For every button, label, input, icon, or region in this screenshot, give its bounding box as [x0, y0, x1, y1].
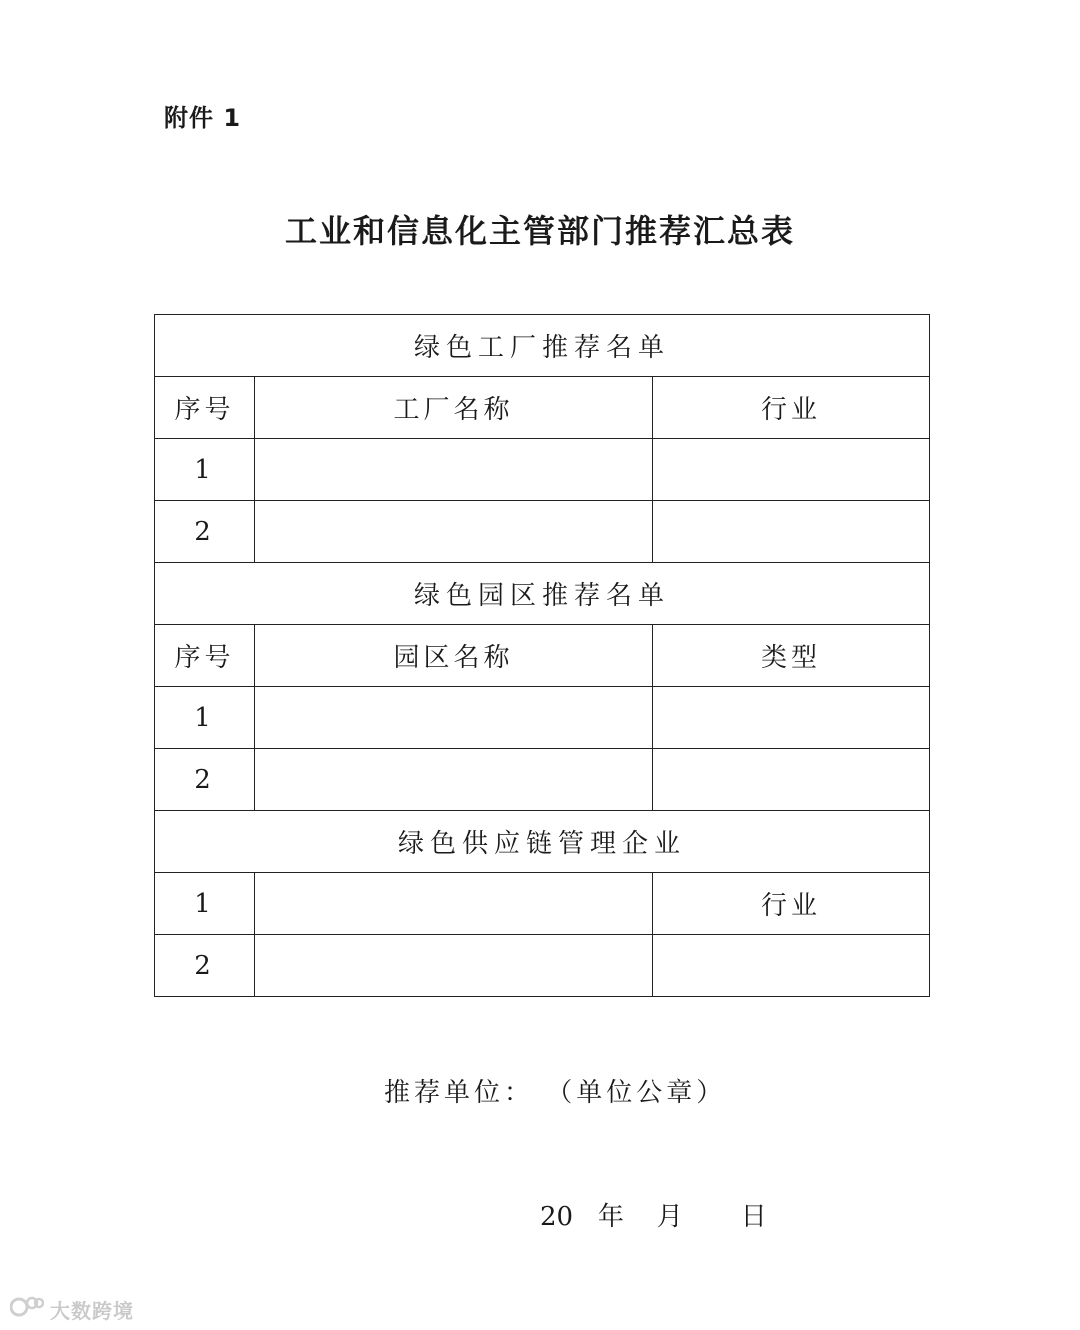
watermark — [10, 1294, 134, 1325]
park-section-heading: 绿色园区推荐名单 — [155, 563, 930, 625]
park-type-cell — [653, 687, 930, 749]
row-number: 2 — [155, 749, 255, 811]
factory-section-row — [155, 315, 930, 377]
document-title: 工业和信息化主管部门推荐汇总表 — [284, 212, 795, 250]
factory-col-no: 序号 — [155, 377, 255, 439]
row-number: 1 — [155, 439, 255, 501]
recommendation-summary-table — [154, 314, 930, 997]
table-row — [155, 749, 930, 811]
table-row — [155, 935, 930, 997]
enterprise-industry-cell: 行业 — [653, 873, 930, 935]
table-row — [155, 687, 930, 749]
row-number: 2 — [155, 501, 255, 563]
row-number: 1 — [155, 873, 255, 935]
factory-col-industry: 行业 — [653, 377, 930, 439]
park-col-type: 类型 — [653, 625, 930, 687]
row-number: 2 — [155, 935, 255, 997]
enterprise-name-cell — [255, 935, 653, 997]
park-type-cell — [653, 749, 930, 811]
table-row — [155, 873, 930, 935]
factory-section-heading: 绿色工厂推荐名单 — [155, 315, 930, 377]
supply-chain-section-row — [155, 811, 930, 873]
recommending-unit-line: 推荐单位： （单位公章） — [384, 1078, 727, 1108]
table-row — [155, 501, 930, 563]
logo-icon — [10, 1294, 44, 1325]
enterprise-name-cell — [255, 873, 653, 935]
row-number: 1 — [155, 687, 255, 749]
factory-name-cell — [255, 501, 653, 563]
park-col-name: 园区名称 — [255, 625, 653, 687]
supply-chain-section-heading: 绿色供应链管理企业 — [155, 811, 930, 873]
park-header-row — [155, 625, 930, 687]
factory-header-row — [155, 377, 930, 439]
enterprise-industry-cell — [653, 935, 930, 997]
watermark-text: 大数跨境 — [50, 1299, 134, 1323]
park-col-no: 序号 — [155, 625, 255, 687]
park-name-cell — [255, 687, 653, 749]
park-name-cell — [255, 749, 653, 811]
factory-col-name: 工厂名称 — [255, 377, 653, 439]
factory-name-cell — [255, 439, 653, 501]
date-line: 20 年 月 日 — [540, 1202, 767, 1232]
factory-industry-cell — [653, 439, 930, 501]
attachment-label: 附件 1 — [164, 104, 242, 132]
table-row — [155, 439, 930, 501]
factory-industry-cell — [653, 501, 930, 563]
park-section-row — [155, 563, 930, 625]
